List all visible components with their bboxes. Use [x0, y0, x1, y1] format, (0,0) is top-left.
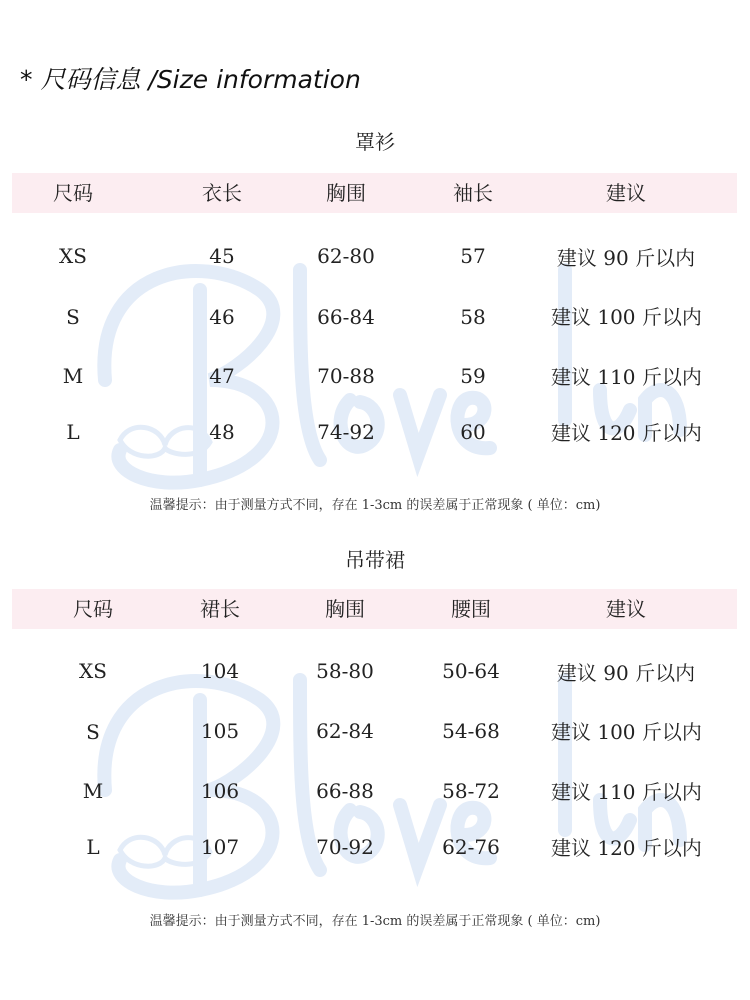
table-cell: 建议 90 斤以内: [556, 661, 696, 685]
table-cell: L: [86, 835, 100, 859]
column-header: 衣长: [202, 181, 242, 205]
table-cell: L: [66, 420, 80, 444]
table-cell: 58-72: [442, 779, 500, 803]
table-cell: 57: [460, 244, 486, 268]
table-cell: 107: [200, 835, 240, 859]
column-header: 尺码: [53, 181, 93, 205]
column-header: 胸围: [325, 597, 365, 621]
table-cell: 74-92: [317, 420, 375, 444]
column-header: 胸围: [326, 181, 366, 205]
footnote: 温馨提示：由于测量方式不同，存在 1-3cm 的误差属于正常现象 ( 单位：cm): [149, 914, 601, 929]
table-cell: 66-84: [317, 305, 375, 329]
watermark-logo: [0, 640, 750, 1000]
table-cell: 建议 110 斤以内: [551, 780, 702, 804]
table-cell: 66-88: [316, 779, 374, 803]
table-cell: S: [86, 720, 100, 744]
column-header: 裙长: [200, 597, 240, 621]
table-cell: S: [66, 305, 80, 329]
table-cell: M: [82, 779, 104, 803]
table-cell: 104: [200, 659, 240, 683]
table-cell: 54-68: [442, 719, 500, 743]
table-cell: 建议 90 斤以内: [556, 246, 696, 270]
table-cell: 47: [209, 364, 235, 388]
table-title: 罩衫: [355, 130, 395, 154]
table-cell: 70-92: [316, 835, 374, 859]
table-cell: 62-84: [316, 719, 374, 743]
column-header: 尺码: [73, 597, 113, 621]
table-cell: XS: [59, 244, 87, 268]
table-cell: 106: [200, 779, 240, 803]
table-cell: 建议 100 斤以内: [551, 720, 702, 744]
table-title: 吊带裙: [345, 548, 405, 572]
table-cell: 60: [460, 420, 486, 444]
table-cell: 58: [460, 305, 486, 329]
footnote: 温馨提示：由于测量方式不同，存在 1-3cm 的误差属于正常现象 ( 单位：cm): [149, 498, 601, 513]
column-header: 袖长: [453, 181, 493, 205]
column-header: 腰围: [451, 597, 491, 621]
table-cell: 48: [209, 420, 235, 444]
table-cell: 建议 120 斤以内: [551, 421, 702, 445]
table-cell: 62-80: [317, 244, 375, 268]
table-cell: M: [62, 364, 84, 388]
table-cell: 45: [209, 244, 235, 268]
column-header: 建议: [606, 597, 646, 621]
table-cell: 建议 100 斤以内: [551, 305, 702, 329]
table-cell: XS: [79, 659, 107, 683]
column-header: 建议: [606, 181, 646, 205]
table-cell: 62-76: [442, 835, 500, 859]
table-cell: 59: [460, 364, 486, 388]
table-cell: 58-80: [316, 659, 374, 683]
table-cell: 50-64: [442, 659, 500, 683]
watermark-logo: [0, 230, 750, 590]
table-cell: 105: [200, 719, 240, 743]
table-cell: 70-88: [317, 364, 375, 388]
table-cell: 46: [209, 305, 235, 329]
page-title: * 尺码信息 /Size information: [20, 65, 361, 94]
table-cell: 建议 120 斤以内: [551, 836, 702, 860]
table-cell: 建议 110 斤以内: [551, 365, 702, 389]
